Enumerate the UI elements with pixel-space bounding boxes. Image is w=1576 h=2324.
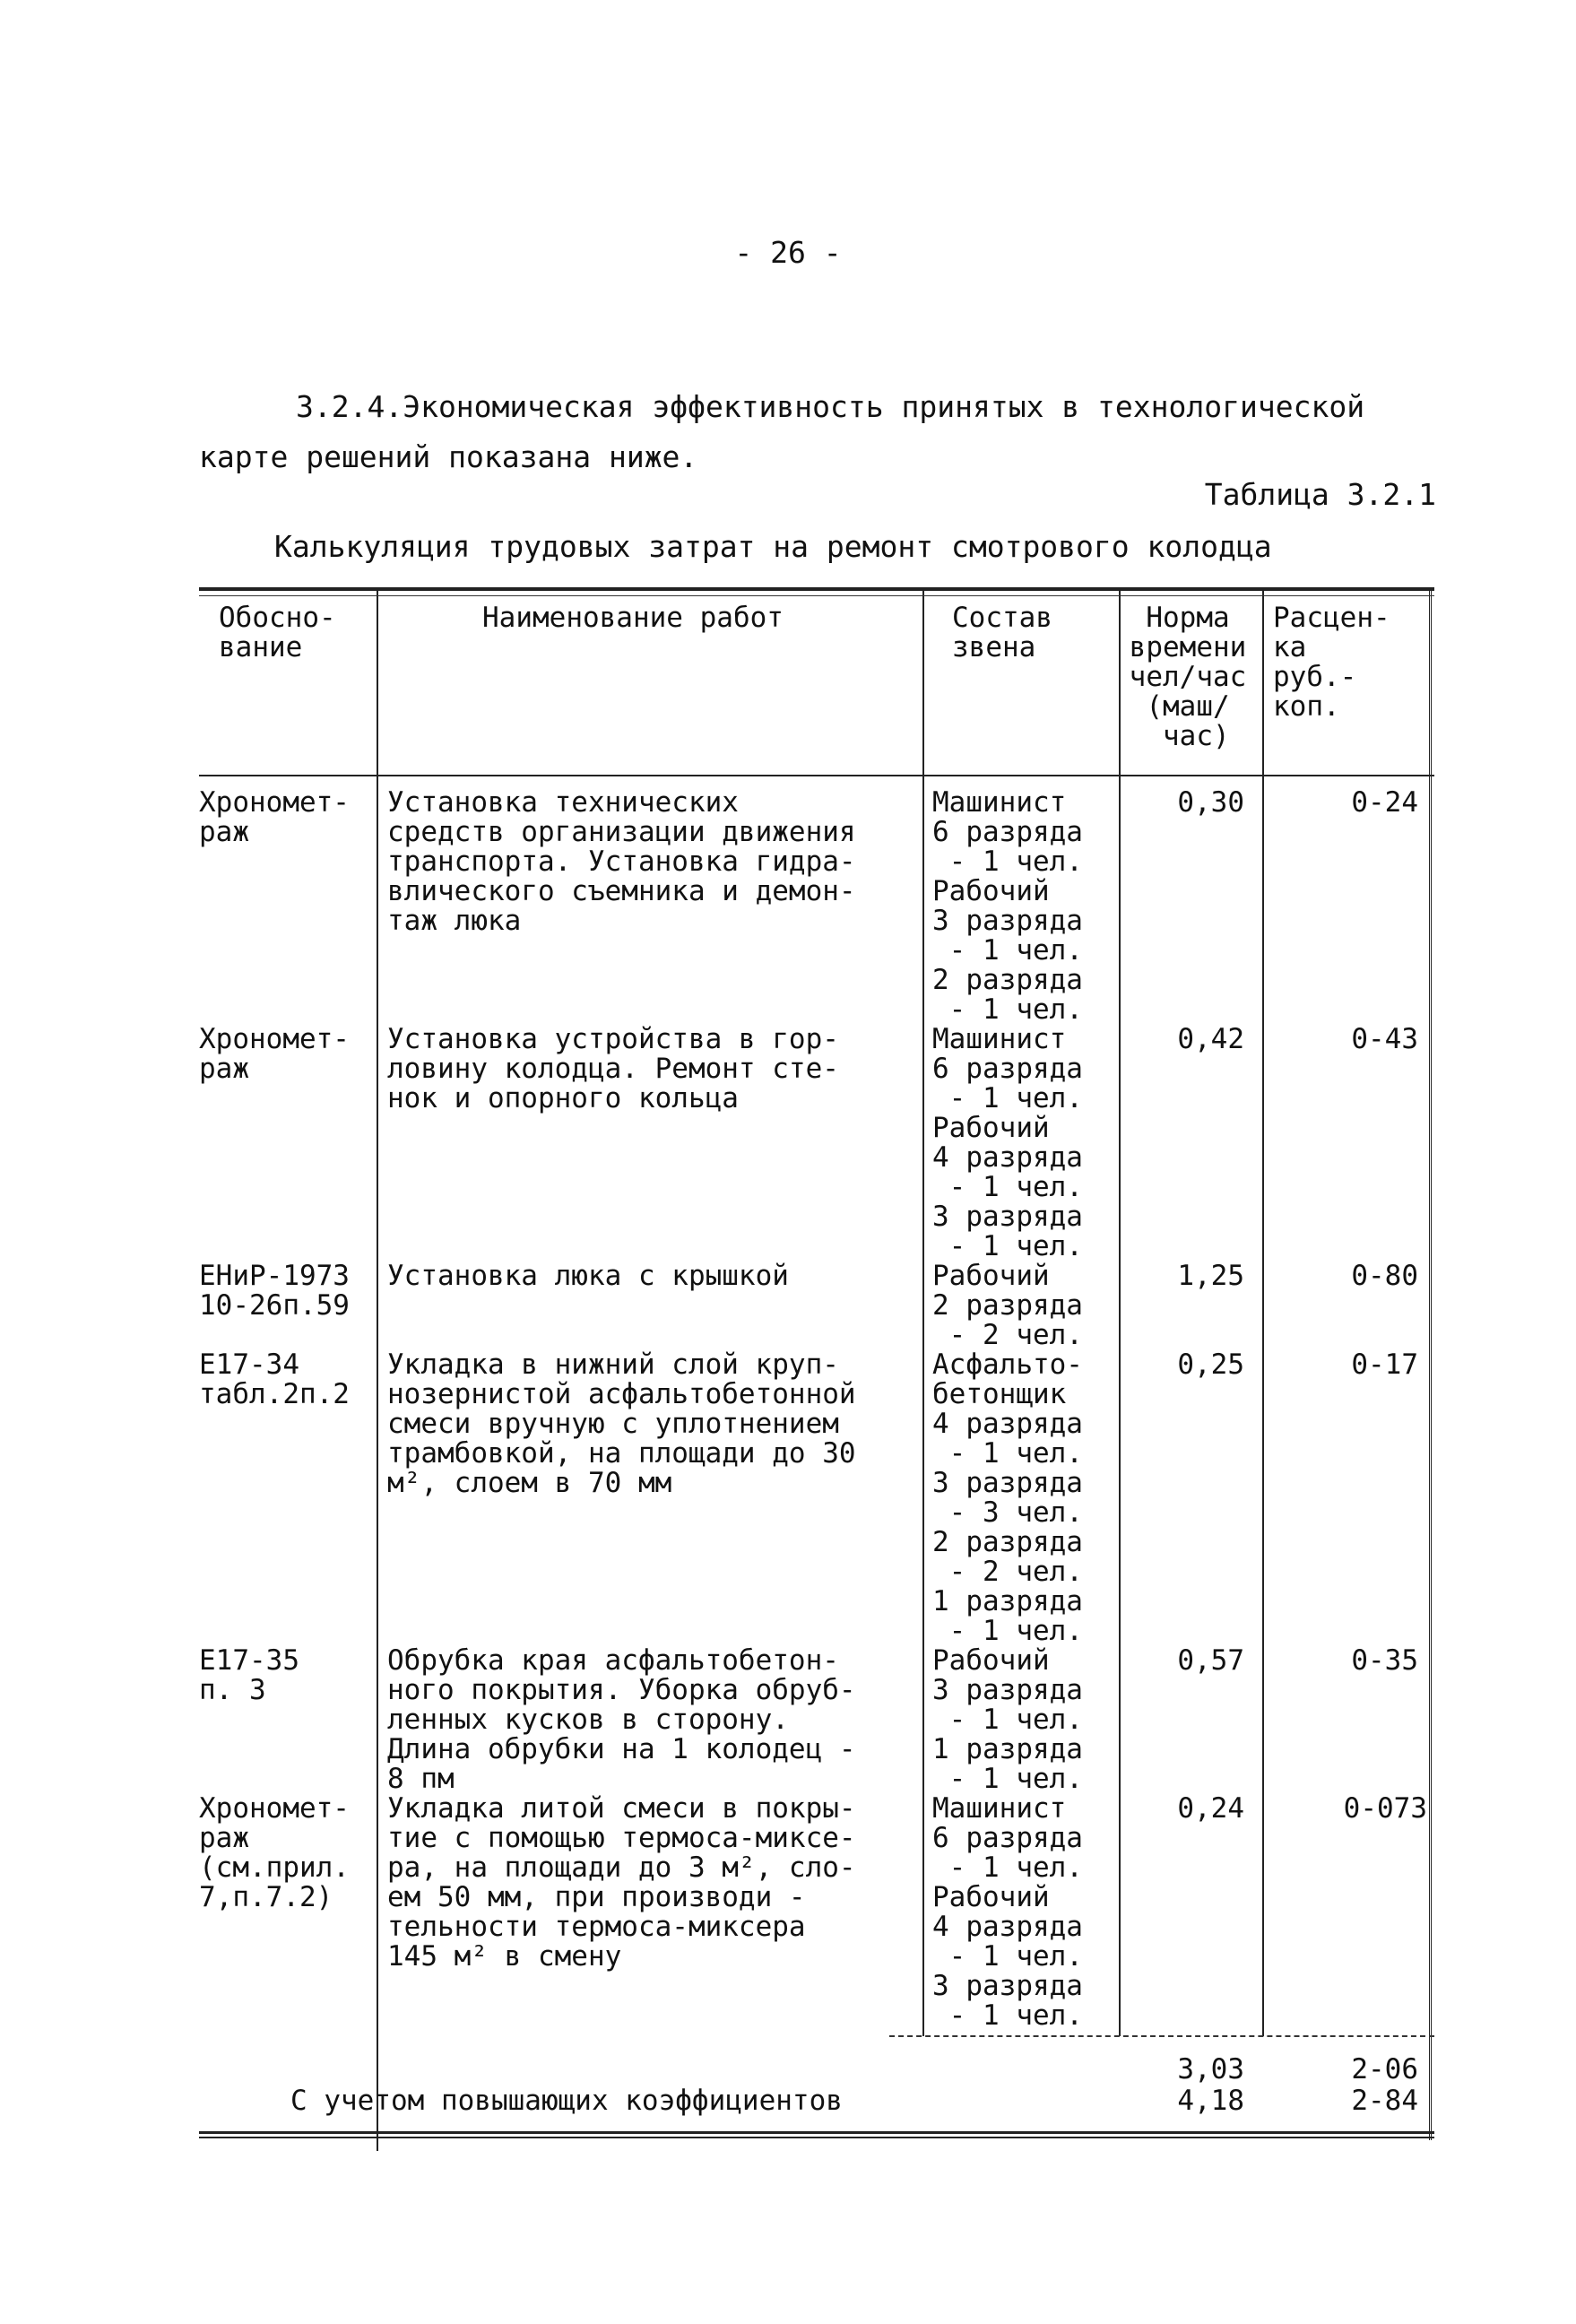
row-1-crew: Машинист 6 разряда - 1 чел. Рабочий 3 разряда - 1 чел. 2 разряда - 1 чел. — [932, 786, 1083, 1026]
coef-price: 2-84 — [1351, 2085, 1418, 2117]
row-1-basis: Хрономет- раж — [199, 786, 350, 848]
header-price: Расцен- ка руб.- коп. — [1273, 602, 1390, 723]
header-name: Наименование работ — [482, 602, 784, 634]
table-bottom-line-2 — [199, 2137, 1434, 2138]
totals-separator — [889, 2035, 1434, 2037]
row-2-basis: Хрономет- раж — [199, 1023, 350, 1085]
row-4-basis: Е17-34 табл.2п.2 — [199, 1348, 350, 1410]
total-norm: 3,03 — [1177, 2053, 1244, 2086]
row-5-price: 0-35 — [1351, 1644, 1418, 1677]
row-6-basis: Хрономет- раж (см.прил. 7,п.7.2) — [199, 1792, 350, 1913]
table-caption: Калькуляция трудовых затрат на ремонт смотрового колодца — [274, 529, 1272, 564]
row-6-name: Укладка литой смеси в покры- тие с помощью термоса-миксе- ра, на площади до 3 м², сло- ем 50 мм, при производи - тельности термоса-миксера 145 м² в смену — [387, 1792, 856, 1973]
row-2-price: 0-43 — [1351, 1023, 1418, 1055]
row-3-norm: 1,25 — [1177, 1260, 1244, 1292]
row-1-norm: 0,30 — [1177, 786, 1244, 819]
labor-cost-table — [199, 587, 1434, 2155]
row-2-crew: Машинист 6 разряда - 1 чел. Рабочий 4 разряда - 1 чел. 3 разряда - 1 чел. — [932, 1023, 1083, 1262]
row-1-price: 0-24 — [1351, 786, 1418, 819]
coef-label: С учетом повышающих коэффициентов — [290, 2085, 843, 2117]
total-price: 2-06 — [1351, 2053, 1418, 2086]
header-crew: Состав звена — [952, 602, 1052, 663]
row-6-price: 0-073 — [1343, 1792, 1427, 1825]
table-right-border — [1429, 591, 1432, 2140]
col-divider-crew — [1119, 591, 1121, 2036]
row-2-name: Установка устройства в гор- ловину колодца. Ремонт сте- нок и опорного кольца — [387, 1023, 839, 1114]
header-separator — [199, 775, 1434, 776]
row-5-norm: 0,57 — [1177, 1644, 1244, 1677]
page-number: - 26 - — [734, 235, 842, 270]
table-number: Таблица 3.2.1 — [1204, 477, 1436, 512]
table-bottom-line — [199, 2131, 1434, 2134]
row-6-crew: Машинист 6 разряда - 1 чел. Рабочий 4 разряда - 1 чел. 3 разряда - 1 чел. — [932, 1792, 1083, 2032]
row-5-name: Обрубка края асфальтобетон- ного покрытия. Уборка обруб- ленных кусков в сторону. Длина обрубки на 1 колодец - 8 пм — [387, 1644, 856, 1795]
col-divider-name — [922, 591, 924, 2036]
row-3-crew: Рабочий 2 разряда - 2 чел. — [932, 1260, 1083, 1351]
row-3-name: Установка люка с крышкой — [387, 1260, 789, 1292]
header-norm: Норма времени чел/час (маш/ час) — [1129, 602, 1247, 752]
col-divider-norm — [1262, 591, 1264, 2036]
row-4-crew: Асфальто- бетонщик 4 разряда - 1 чел. 3 разряда - 3 чел. 2 разряда - 2 чел. 1 разряда - 1 чел. — [932, 1348, 1083, 1647]
col-divider-basis — [377, 591, 378, 2151]
row-4-name: Укладка в нижний слой круп- нозернистой асфальтобетонной смеси вручную с уплотнением трамбовкой, на площади до 30 м², слоем в 70 мм — [387, 1348, 856, 1499]
row-5-basis: Е17-35 п. 3 — [199, 1644, 299, 1706]
header-basis: Обосно- вание — [219, 602, 336, 663]
coef-norm: 4,18 — [1177, 2085, 1244, 2117]
row-5-crew: Рабочий 3 разряда - 1 чел. 1 разряда - 1 чел. — [932, 1644, 1083, 1795]
row-4-norm: 0,25 — [1177, 1348, 1244, 1381]
row-3-basis: ЕНиР-1973 10-26п.59 — [199, 1260, 350, 1322]
row-1-name: Установка технических средств организации движения транспорта. Установка гидра- влического съемника и демон- таж люка — [387, 786, 856, 937]
row-4-price: 0-17 — [1351, 1348, 1418, 1381]
row-2-norm: 0,42 — [1177, 1023, 1244, 1055]
section-paragraph: 3.2.4.Экономическая эффективность принятых в технологической карте решений показана ниже. — [199, 389, 1365, 474]
row-6-norm: 0,24 — [1177, 1792, 1244, 1825]
row-3-price: 0-80 — [1351, 1260, 1418, 1292]
